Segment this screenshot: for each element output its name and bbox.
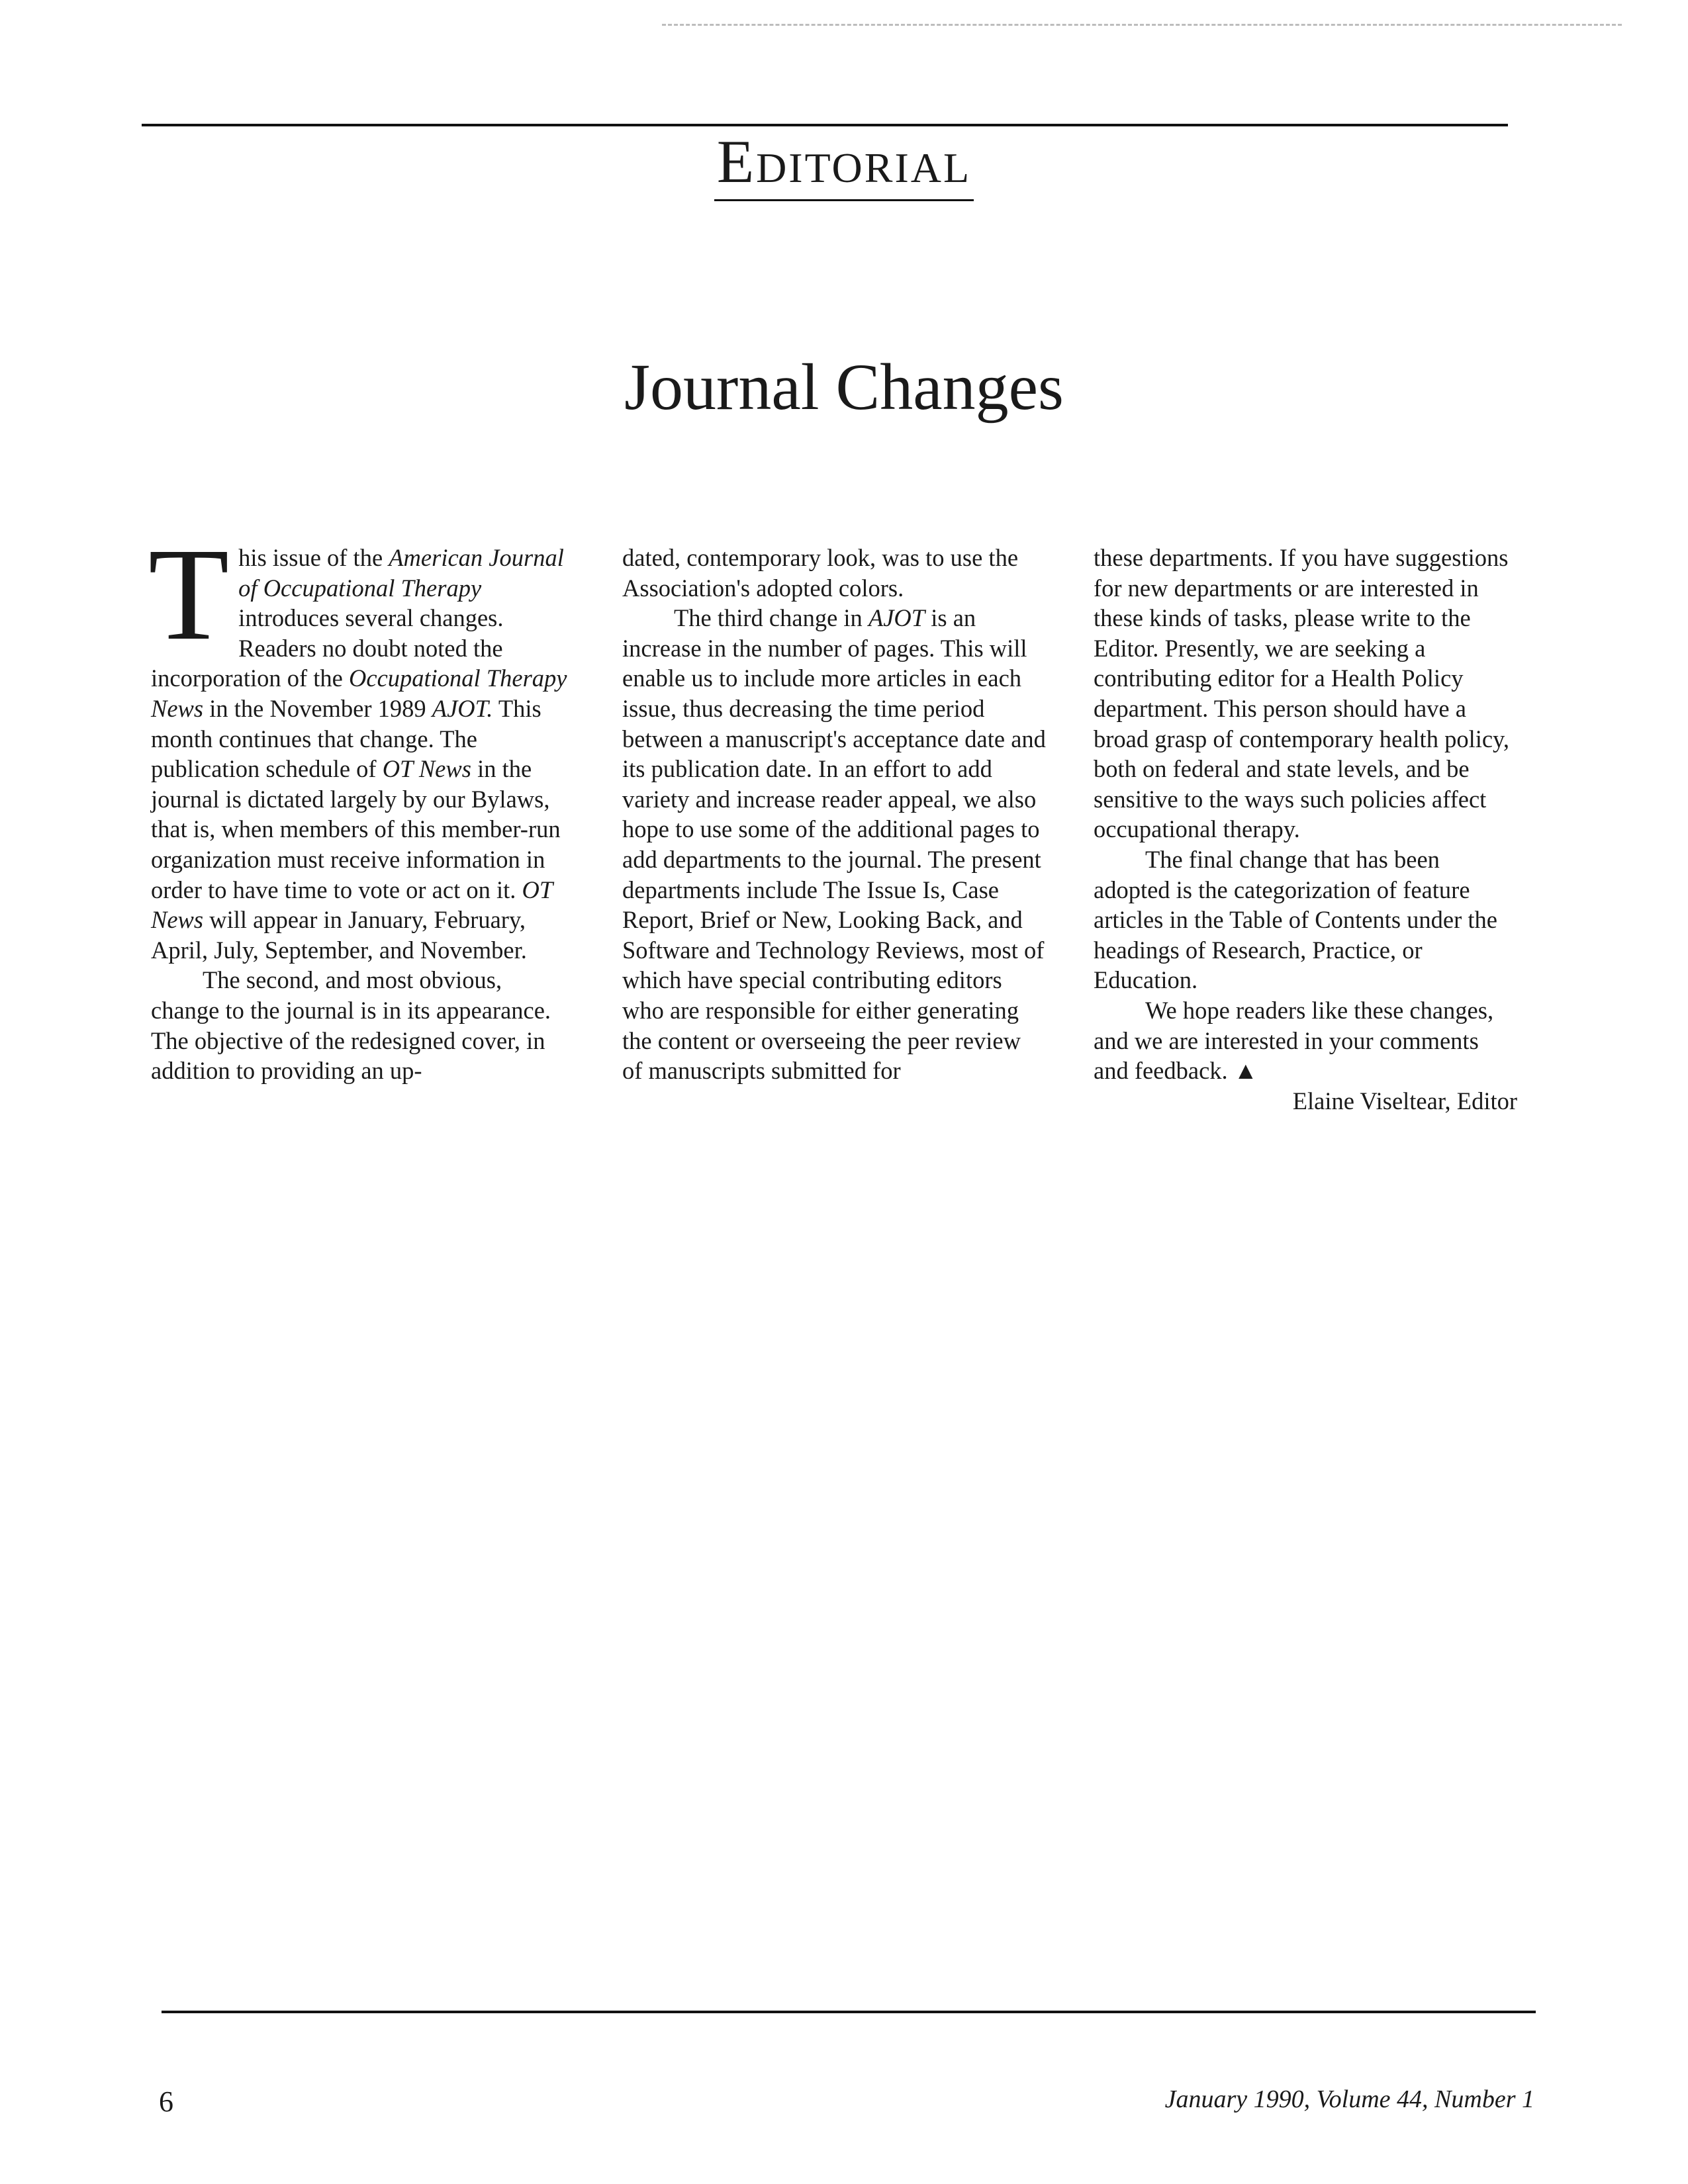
paragraph: these departments. If you have suggestions for new departments or are interested in these kinds of tasks, please write to the Editor. Presently, we are seeking a contributing editor for a Health Policy department. This person should have a broad grasp of contemporary health policy, both on federal and state levels, and be sensitive to the ways such policies affect occupational therapy. xyxy=(1094,544,1510,843)
paragraph: The second, and most obvious, change to the journal is in its appearance. The objective of the redesigned cover, in addition to providing an up- xyxy=(151,966,551,1085)
paragraph: The final change that has been adopted is the categorization of feature articles in the Table of Contents under the headings of Research, Practice, or Education. xyxy=(1094,845,1498,994)
paragraph: This issue of the American Journal of Occupational Therapy introduces several changes. Readers no doubt noted the incorporation of the Occupational Therapy News in the November 1989 AJOT. This month continues that change. The publication schedule of OT News in the journal is dictated largely by our Bylaws, that is, when members of this member-run organization must receive information in order to have time to vote or act on it. OT News will appear in January, February, April, July, September, and November. xyxy=(148,522,567,964)
paragraph: The third change in AJOT is an increase in the number of pages. This will enable us to include more articles in each issue, thus decreasing the time period between a manuscript's acceptance date and its publication date. In an effort to add variety and increase reader appeal, we also hope to use some of the additional pages to add departments to the journal. The present departments include The Issue Is, Case Report, Brief or New, Looking Back, and Software and Technology Reviews, most of which have special contributing editors who are responsible for either generating the content or overseeing the peer review of manuscripts submitted for xyxy=(622,604,1046,1085)
bottom-rule xyxy=(162,2011,1536,2013)
section-heading xyxy=(0,130,1688,201)
section-label: Editorial xyxy=(714,130,974,201)
column-1 xyxy=(148,522,575,1086)
article-title: Journal Changes xyxy=(624,350,1064,424)
scan-artifact-line xyxy=(662,24,1622,26)
drop-cap: T xyxy=(148,522,230,668)
end-of-article-icon: ▲ xyxy=(1233,1057,1258,1085)
paragraph: dated, contemporary look, was to use the Association's adopted colors. xyxy=(622,544,1019,602)
top-rule xyxy=(142,124,1508,126)
paragraph: We hope readers like these changes, and we are interested in your comments and feedback. ▲ xyxy=(1094,996,1494,1085)
column-3 xyxy=(1094,543,1517,1116)
issue-info: January 1990, Volume 44, Number 1 xyxy=(1164,2085,1534,2113)
signature: Elaine Viseltear, Editor xyxy=(1292,1087,1517,1115)
page-number: 6 xyxy=(159,2085,173,2118)
column-2 xyxy=(622,543,1046,1086)
